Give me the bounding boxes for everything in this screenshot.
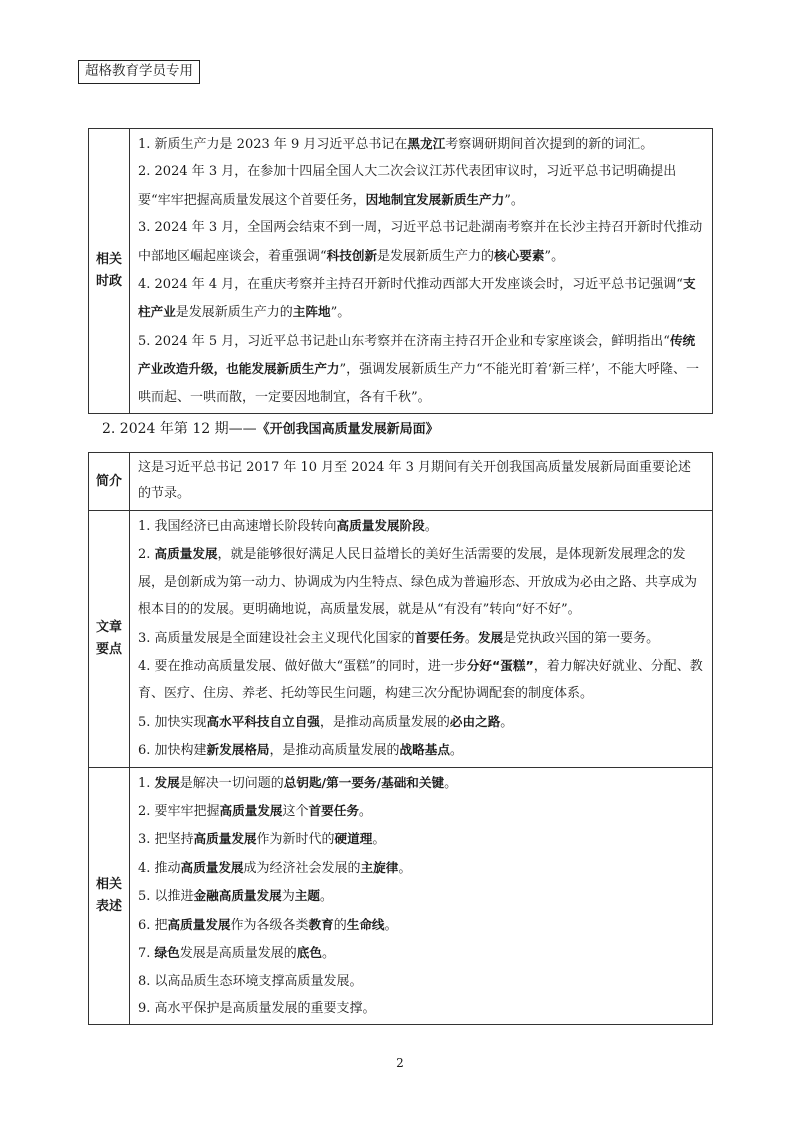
list-item	[138, 652, 704, 708]
body-text: 3. 把坚持	[138, 832, 194, 848]
emphasis-text: 金融高质量发展	[193, 888, 282, 904]
body-text: 。	[372, 832, 386, 848]
list-item	[138, 882, 704, 910]
list-item	[138, 708, 704, 736]
body-text: 6. 把	[138, 917, 168, 933]
body-text: 。	[358, 804, 372, 820]
emphasis-text: 新发展格局	[206, 742, 270, 758]
emphasis-text: 支柱产业	[138, 276, 696, 320]
body-text: 的	[333, 917, 347, 933]
page-number: 2	[396, 1056, 404, 1070]
body-text: 3. 高质量发展是全面建设社会主义现代化国家的	[138, 630, 415, 646]
list-item	[138, 911, 704, 939]
body-text: 7.	[138, 946, 155, 962]
body-text: 作为新时代的	[256, 832, 335, 848]
list-item	[138, 130, 704, 158]
label-line: 时政	[95, 274, 122, 290]
label-line: 相关	[95, 252, 122, 268]
table-row	[89, 511, 713, 768]
body-text: 发展是高质量发展的	[179, 946, 297, 962]
section-heading	[102, 419, 439, 440]
body-text: 。	[319, 889, 333, 905]
emphasis-text: 高质量发展	[167, 916, 231, 932]
list-item	[138, 158, 704, 214]
emphasis-text: 生命线	[346, 916, 385, 932]
body-text: 是发展新质生产力的	[175, 305, 293, 321]
emphasis-text: 高水平科技自立自强	[206, 713, 320, 729]
list-item	[138, 736, 704, 764]
emphasis-text: 主阵地	[292, 304, 331, 320]
emphasis-text: 总钥匙/第一要务/基础和关键	[283, 774, 445, 790]
watermark-label: 超格教育学员专用	[78, 60, 200, 84]
emphasis-text: 高质量发展	[219, 803, 283, 819]
list-item	[138, 624, 704, 652]
body-text: 1. 我国经济已由高速增长阶段转向	[138, 519, 337, 534]
body-text: ”，强调发展新质生产力“不能光盯着‘新三样’，不能大呼隆、一哄而起、一哄而散，一定要因地制宜，各有千秋”。	[138, 362, 700, 405]
body-text: 。	[321, 946, 335, 962]
body-text: ，着力解决好就业、分配、教育、医疗、住房、养老、托幼等民生问题，构建三次分配协调配套的制度体系。	[138, 659, 703, 702]
emphasis-text: 传统产业改造升级，也能发展新质生产力	[138, 332, 696, 377]
label-line: 相关	[95, 876, 122, 892]
body-text: 1.	[138, 775, 155, 791]
body-text: 作为各级各类	[230, 917, 309, 933]
emphasis-text: 因地制宜发展新质生产力	[365, 191, 505, 207]
article-summary-table	[88, 452, 713, 1025]
body-text: 为	[281, 889, 295, 905]
body-text: 2. 2024 年 3 月，在参加十四届全国人大二次会议江苏代表团审议时，习近平总书记明确提出要“牢牢把握高质量发展这个首要任务，	[138, 164, 677, 208]
row-label	[89, 767, 130, 1025]
section-number: 2. 2024 年第 12 期——	[102, 421, 257, 437]
label-line: 表述	[95, 898, 122, 914]
table-row	[89, 767, 713, 1025]
list-item	[138, 825, 704, 853]
list-item	[138, 214, 704, 270]
emphasis-text: 发展	[154, 774, 180, 790]
emphasis-text: 必由之路	[449, 713, 501, 729]
body-text: 考察调研期间首次提到的新的词汇。	[445, 137, 654, 152]
body-text: ，是推动高质量发展的	[269, 743, 400, 759]
list-item	[138, 968, 704, 995]
body-text: 8. 以高品质生态环境支撑高质量发展。	[138, 973, 363, 989]
list-item	[138, 854, 704, 882]
emphasis-text: 高质量发展	[180, 859, 244, 875]
emphasis-text: 分好“蛋糕”	[466, 658, 534, 674]
emphasis-text: 发展	[477, 629, 504, 645]
current-affairs-table	[88, 128, 713, 414]
emphasis-text: 硬道理	[334, 831, 373, 847]
emphasis-text: 底色	[296, 945, 322, 961]
related-expressions-list	[130, 767, 713, 1025]
intro-text: 这是习近平总书记 2017 年 10 月至 2024 年 3 月期间有关开创我国高质量发展新局面重要论述的节录。	[130, 453, 713, 511]
row-label	[89, 511, 130, 768]
body-text: ，就是能够很好满足人民日益增长的美好生活需要的发展，是体现新发展理念的发展，是创新成为第一动力、协调成为内生特点、绿色成为普遍形态、开放成为必由之路、共享成为根本目的的发展。更明确地说，高质量发展，就是从“有没有”转向“好不好”。	[138, 547, 698, 618]
list-item	[138, 939, 704, 967]
body-text: 2. 要牢牢把握	[138, 804, 220, 820]
body-text: 。	[464, 630, 478, 646]
body-text: 。	[444, 775, 458, 791]
list-item	[138, 797, 704, 825]
list-item	[138, 769, 704, 797]
body-text: 3. 2024 年 3 月，全国两会结束不到一周，习近平总书记赴湖南考察并在长沙主持召开新时代推动中部地区崛起座谈会，着重强调“	[138, 220, 703, 264]
emphasis-text: 黑龙江	[407, 136, 446, 151]
list-item	[138, 995, 704, 1022]
body-text: ，是推动高质量发展的	[319, 714, 450, 730]
body-text: 5. 2024 年 5 月，习近平总书记赴山东考察并在济南主持召开企业和专家座谈会，鲜明指出“	[138, 333, 670, 349]
body-text: 4. 推动	[138, 860, 181, 876]
section-title: 《开创我国高质量发展新局面》	[256, 422, 439, 437]
emphasis-text: 主旋律	[360, 859, 399, 875]
emphasis-text: 绿色	[154, 945, 180, 961]
body-text: 6. 加快构建	[138, 743, 207, 759]
emphasis-text: 高质量发展	[154, 546, 218, 562]
list-item	[138, 270, 704, 327]
emphasis-text: 首要任务	[308, 803, 359, 819]
article-key-points-list	[130, 511, 713, 768]
emphasis-text: 战略基点	[399, 742, 450, 758]
table-row	[89, 129, 713, 414]
label-line: 要点	[95, 641, 122, 657]
body-text: ”。	[330, 305, 351, 321]
body-text: 5. 加快实现	[138, 714, 207, 730]
body-text: 5. 以推进	[138, 889, 194, 905]
body-text: 是解决一切问题的	[179, 775, 284, 791]
row-label	[89, 129, 130, 414]
body-text: 是党执政兴国的第一要务。	[503, 630, 660, 646]
table-row	[89, 453, 713, 511]
emphasis-text: 教育	[308, 916, 334, 932]
list-item	[138, 512, 704, 540]
emphasis-text: 高质量发展	[193, 831, 257, 847]
list-item	[138, 327, 704, 411]
body-text: 9. 高水平保护是高质量发展的重要支撑。	[138, 1000, 376, 1016]
body-text: 4. 2024 年 4 月，在重庆考察并主持召开新时代推动西部大开发座谈会时，习近平总书记强调“	[138, 277, 683, 293]
body-text: 1. 新质生产力是 2023 年 9 月习近平总书记在	[138, 137, 408, 152]
label-line: 文章	[95, 619, 122, 635]
body-text: 4. 要在推动高质量发展、做好做大“蛋糕”的同时，进一步	[138, 659, 467, 675]
body-text: 是发展新质生产力的	[377, 248, 495, 264]
row-label: 简介	[89, 453, 130, 511]
body-text: 。	[449, 743, 463, 759]
body-text: 成为经济社会发展的	[243, 860, 361, 876]
body-text: 。	[398, 860, 412, 876]
body-text: 2.	[138, 547, 155, 563]
emphasis-text: 科技创新	[326, 247, 378, 263]
body-text: 。	[424, 519, 438, 534]
emphasis-text: 首要任务	[414, 629, 465, 645]
body-text: 。	[384, 917, 398, 933]
emphasis-text: 主题	[294, 888, 320, 904]
list-item	[138, 540, 704, 623]
body-text: ”。	[504, 192, 524, 208]
emphasis-text: 高质量发展阶段	[336, 518, 425, 533]
emphasis-text: 核心要素	[494, 247, 545, 263]
related-current-affairs-list	[130, 129, 713, 414]
body-text: 。	[500, 714, 514, 730]
body-text: ”。	[544, 248, 565, 264]
body-text: 这个	[282, 804, 309, 820]
